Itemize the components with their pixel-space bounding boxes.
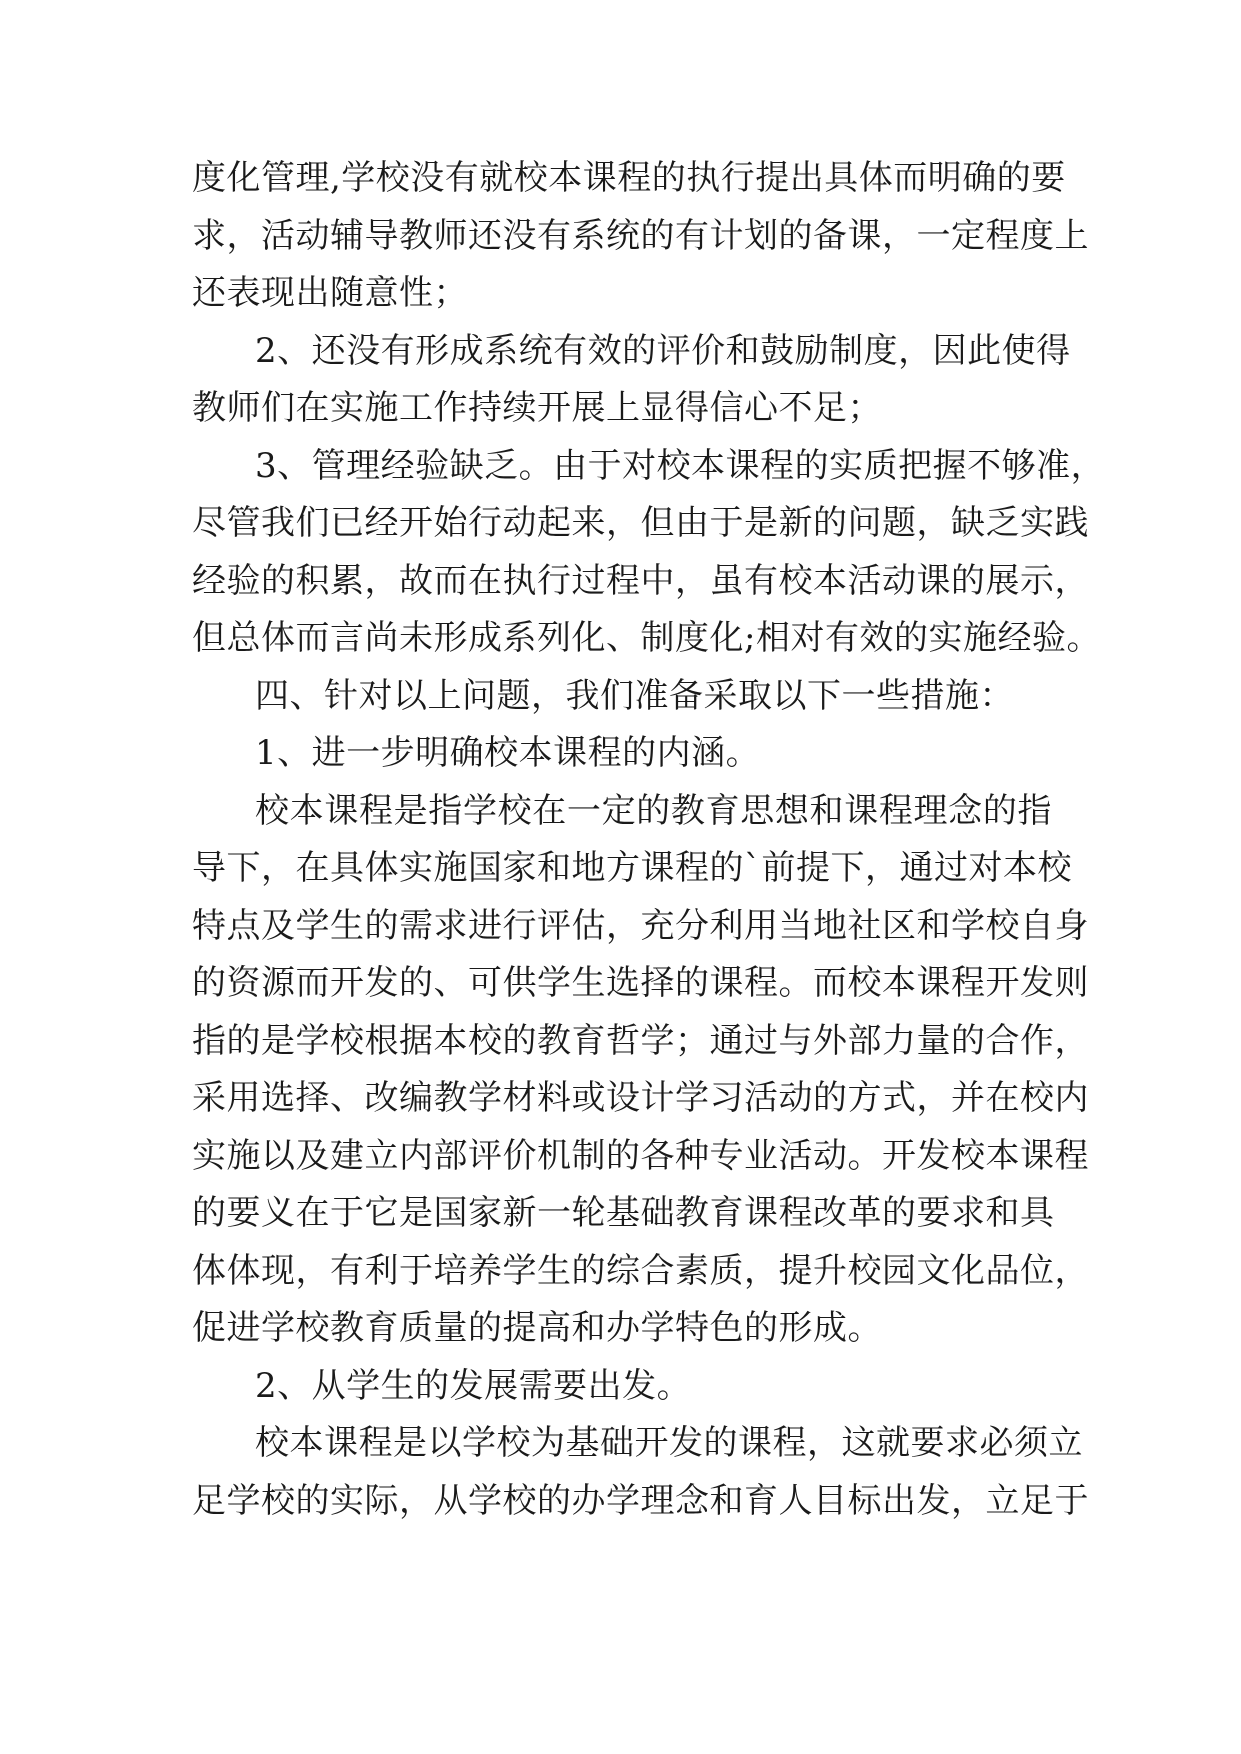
- text-line-3: 还表现出随意性；: [192, 273, 468, 313]
- text-line-16: 指的是学校根据本校的教育哲学；通过与外部力量的合作，: [192, 1021, 1089, 1061]
- text-line-19: 的要义在于它是国家新一轮基础教育课程改革的要求和具: [192, 1193, 1055, 1233]
- text-line-8: 经验的积累，故而在执行过程中，虽有校本活动课的展示，: [192, 561, 1089, 601]
- text-line-2: 求，活动辅导教师还没有系统的有计划的备课，一定程度上: [192, 216, 1089, 256]
- text-line-14: 特点及学生的需求进行评估，充分利用当地社区和学校自身: [192, 906, 1089, 946]
- text-line-18: 实施以及建立内部评价机制的各种专业活动。开发校本课程: [192, 1136, 1089, 1176]
- text-line-4: 2、还没有形成系统有效的评价和鼓励制度，因此使得: [255, 331, 1071, 371]
- text-line-7: 尽管我们已经开始行动起来，但由于是新的问题，缺乏实践: [192, 503, 1089, 543]
- text-line-21: 促进学校教育质量的提高和办学特色的形成。: [192, 1308, 882, 1348]
- text-line-12: 校本课程是指学校在一定的教育思想和课程理念的指: [255, 791, 1052, 831]
- text-line-15: 的资源而开发的、可供学生选择的课程。而校本课程开发则: [192, 963, 1089, 1003]
- text-line-6: 3、管理经验缺乏。由于对校本课程的实质把握不够准，: [255, 446, 1106, 486]
- text-line-23: 校本课程是以学校为基础开发的课程，这就要求必须立: [255, 1423, 1083, 1463]
- text-line-5: 教师们在实施工作持续开展上显得信心不足；: [192, 388, 882, 428]
- text-line-22: 2、从学生的发展需要出发。: [255, 1366, 692, 1406]
- text-line-1: 度化管理,学校没有就校本课程的执行提出具体而明确的要: [192, 158, 1066, 198]
- text-line-13: 导下，在具体实施国家和地方课程的`前提下，通过对本校: [192, 848, 1072, 888]
- text-line-24: 足学校的实际，从学校的办学理念和育人目标出发，立足于: [192, 1481, 1089, 1521]
- text-line-10: 四、针对以上问题，我们准备采取以下一些措施：: [255, 676, 1014, 716]
- text-line-9: 但总体而言尚未形成系列化、制度化;相对有效的实施经验。: [192, 618, 1101, 658]
- text-line-17: 采用选择、改编教学材料或设计学习活动的方式，并在校内: [192, 1078, 1089, 1118]
- text-line-11: 1、进一步明确校本课程的内涵。: [255, 733, 761, 773]
- text-line-20: 体体现，有利于培养学生的综合素质，提升校园文化品位，: [192, 1251, 1089, 1291]
